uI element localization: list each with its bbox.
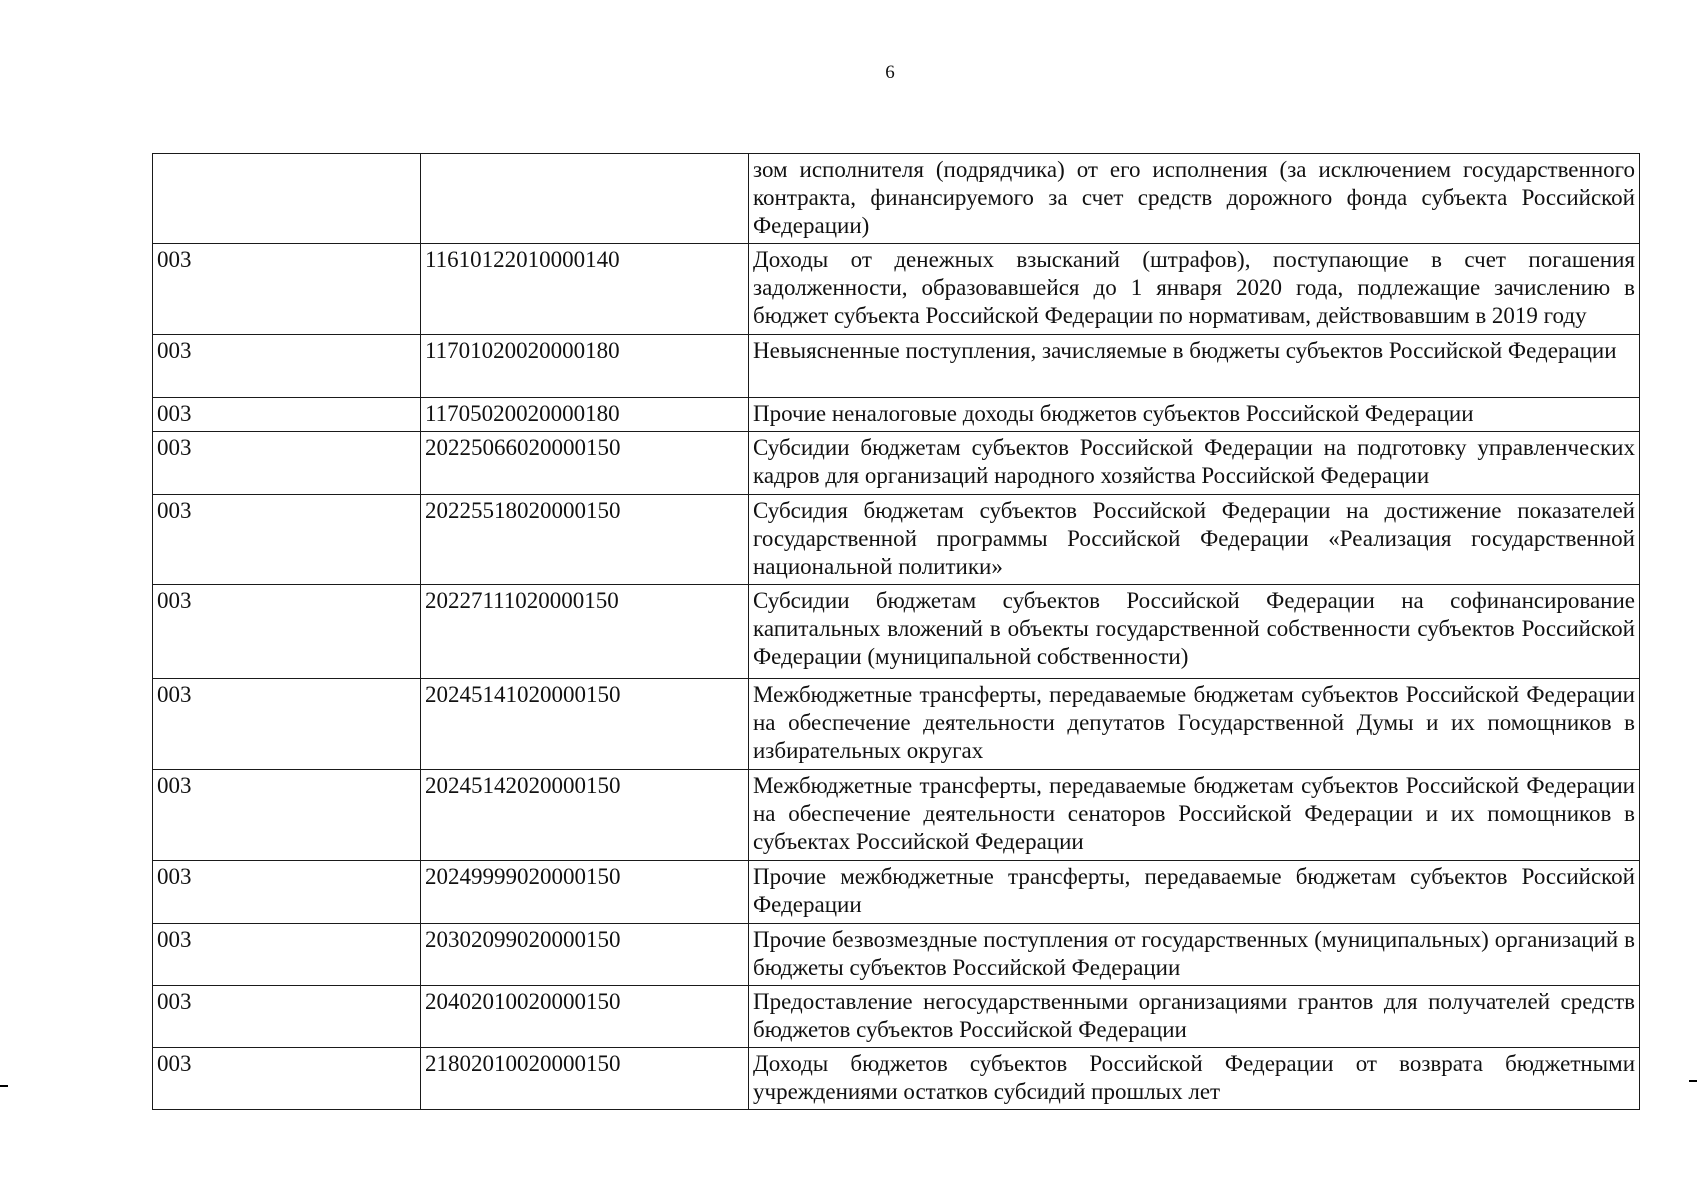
budget-code-cell: 20249999020000150 bbox=[421, 861, 749, 924]
admin-code-cell: 003 bbox=[153, 924, 421, 986]
description-cell: Доходы от денежных взысканий (штрафов), поступающие в счет погашения задолженности, образовавшейся до 1 января 2020 года, подлежащие зачислению в бюджет субъекта Российской Федерации по нормативам, действовавшим в 2019 году bbox=[749, 244, 1640, 335]
description-cell: Невыясненные поступления, зачисляемые в бюджеты субъектов Российской Федерации bbox=[749, 335, 1640, 398]
budget-code-cell: 20225066020000150 bbox=[421, 432, 749, 495]
budget-code-cell: 20302099020000150 bbox=[421, 924, 749, 986]
admin-code-cell: 003 bbox=[153, 986, 421, 1048]
description-cell: Межбюджетные трансферты, передаваемые бюджетам субъектов Российской Федерации на обеспечение деятельности депутатов Государственной Думы и их помощников в избирательных округах bbox=[749, 679, 1640, 770]
table-row bbox=[153, 770, 1640, 861]
table-row bbox=[153, 244, 1640, 335]
admin-code-cell: 003 bbox=[153, 335, 421, 398]
admin-code-cell: 003 bbox=[153, 679, 421, 770]
description-cell: Субсидия бюджетам субъектов Российской Федерации на достижение показателей государственной программы Российской Федерации «Реализация государственной национальной политики» bbox=[749, 495, 1640, 585]
budget-code-cell: 20245142020000150 bbox=[421, 770, 749, 861]
table-row bbox=[153, 1048, 1640, 1110]
page-number: 6 bbox=[885, 62, 895, 83]
description-cell: Прочие неналоговые доходы бюджетов субъектов Российской Федерации bbox=[749, 398, 1640, 432]
revenue-codes-table bbox=[152, 153, 1640, 1110]
admin-code-cell: 003 bbox=[153, 770, 421, 861]
table-row bbox=[153, 986, 1640, 1048]
table-row bbox=[153, 432, 1640, 495]
admin-code-cell bbox=[153, 154, 421, 244]
budget-code-cell: 20225518020000150 bbox=[421, 495, 749, 585]
table-row bbox=[153, 495, 1640, 585]
admin-code-cell: 003 bbox=[153, 585, 421, 679]
table-row bbox=[153, 924, 1640, 986]
admin-code-cell: 003 bbox=[153, 1048, 421, 1110]
table-row bbox=[153, 154, 1640, 244]
table-row bbox=[153, 585, 1640, 679]
scan-mark-left bbox=[0, 1085, 8, 1087]
budget-code-cell: 11701020020000180 bbox=[421, 335, 749, 398]
admin-code-cell: 003 bbox=[153, 432, 421, 495]
admin-code-cell: 003 bbox=[153, 495, 421, 585]
admin-code-cell: 003 bbox=[153, 398, 421, 432]
budget-code-cell: 20227111020000150 bbox=[421, 585, 749, 679]
budget-code-cell: 20245141020000150 bbox=[421, 679, 749, 770]
budget-code-cell bbox=[421, 154, 749, 244]
description-cell: Субсидии бюджетам субъектов Российской Федерации на софинансирование капитальных вложений в объекты государственной собственности субъектов Российской Федерации (муниципальной собственности) bbox=[749, 585, 1640, 679]
description-cell: Прочие межбюджетные трансферты, передаваемые бюджетам субъектов Российской Федерации bbox=[749, 861, 1640, 924]
budget-code-cell: 11610122010000140 bbox=[421, 244, 749, 335]
admin-code-cell: 003 bbox=[153, 861, 421, 924]
description-cell: зом исполнителя (подрядчика) от его исполнения (за исключением государственного контракта, финансируемого за счет средств дорожного фонда субъекта Российской Федерации) bbox=[749, 154, 1640, 244]
table-row bbox=[153, 398, 1640, 432]
table-body bbox=[153, 154, 1640, 1110]
description-cell: Доходы бюджетов субъектов Российской Федерации от возврата бюджетными учреждениями остатков субсидий прошлых лет bbox=[749, 1048, 1640, 1110]
budget-code-cell: 20402010020000150 bbox=[421, 986, 749, 1048]
description-cell: Прочие безвозмездные поступления от государственных (муниципальных) организаций в бюджеты субъектов Российской Федерации bbox=[749, 924, 1640, 986]
scan-mark-right bbox=[1689, 1080, 1697, 1082]
budget-code-cell: 11705020020000180 bbox=[421, 398, 749, 432]
description-cell: Предоставление негосударственными организациями грантов для получателей средств бюджетов субъектов Российской Федерации bbox=[749, 986, 1640, 1048]
table-row bbox=[153, 335, 1640, 398]
admin-code-cell: 003 bbox=[153, 244, 421, 335]
table-row bbox=[153, 679, 1640, 770]
table-row bbox=[153, 861, 1640, 924]
budget-code-cell: 21802010020000150 bbox=[421, 1048, 749, 1110]
description-cell: Субсидии бюджетам субъектов Российской Федерации на подготовку управленческих кадров для организаций народного хозяйства Российской Федерации bbox=[749, 432, 1640, 495]
description-cell: Межбюджетные трансферты, передаваемые бюджетам субъектов Российской Федерации на обеспечение деятельности сенаторов Российской Федерации и их помощников в субъектах Российской Федерации bbox=[749, 770, 1640, 861]
